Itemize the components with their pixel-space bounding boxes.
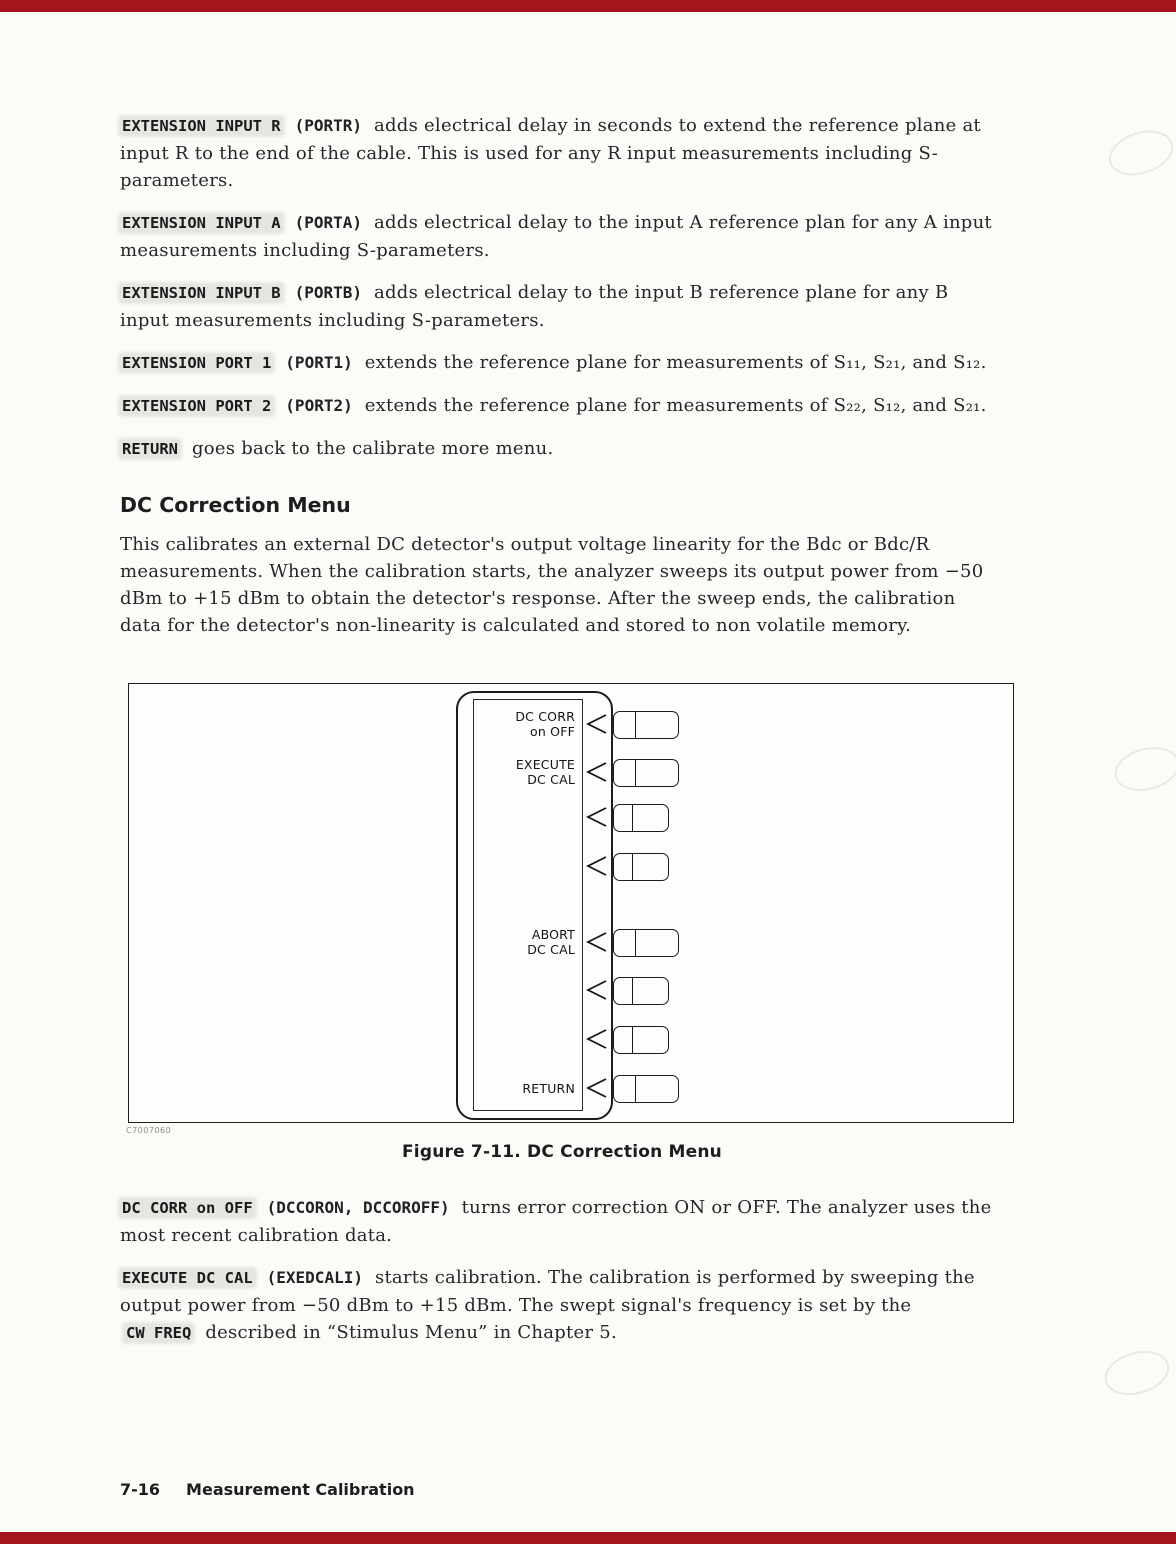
softkey-keyword: DC CORR on OFF — [122, 1199, 253, 1217]
softkey-label — [473, 926, 575, 958]
softkey-keyword: RETURN — [122, 440, 178, 458]
softkey-button — [613, 711, 679, 739]
dc-description-paragraphs — [120, 1194, 992, 1347]
softkey-label-line1: RETURN — [522, 1080, 575, 1096]
button-divider — [632, 977, 633, 1005]
button-divider — [635, 759, 636, 787]
scan-artifact — [1099, 1344, 1174, 1403]
softkey-label — [473, 756, 575, 788]
softkey-keyword: EXECUTE DC CAL — [122, 1269, 253, 1287]
softkey-arrow-icon — [585, 1078, 607, 1098]
softkey-label-line2: on OFF — [530, 724, 575, 739]
softkey-label-line2: DC CAL — [527, 772, 575, 787]
softkey-arrow-icon — [585, 932, 607, 952]
para-text: described in “Stimulus Menu” in Chapter 5. — [205, 1322, 617, 1343]
softkey-arrow-icon — [585, 714, 607, 734]
page-content — [120, 112, 992, 1362]
softkey-button — [613, 929, 679, 957]
button-divider — [635, 929, 636, 957]
softkey-label — [473, 801, 575, 833]
softkey-button — [613, 977, 669, 1005]
softkey-keyword: EXTENSION PORT 1 — [122, 354, 272, 372]
footer-page-number: 7-16 — [120, 1480, 161, 1499]
softkey-arrow-icon — [585, 762, 607, 782]
para-text: extends the reference plane for measurements of S₂₂, S₁₂, and S₂₁. — [364, 395, 987, 416]
command-code: (PORT2) — [285, 396, 353, 415]
softkey-label-line1: DC CORR — [515, 709, 575, 724]
softkey-label — [473, 974, 575, 1006]
softkey-button — [613, 1026, 669, 1054]
para-text: This calibrates an external DC detector's output voltage linearity for the Bdc or Bdc/R measurements. When the calibration starts, the analyzer sweeps its output power from −50 dBm to +15 dBm to obtain the detector's response. After the sweep ends, the calibration data for the detector's non-linearity is calculated and stored to non volatile memory. — [120, 534, 984, 636]
para-extension-port-1 — [120, 349, 992, 377]
softkey-keyword: EXTENSION INPUT B — [122, 284, 281, 302]
softkey-label — [473, 850, 575, 882]
softkey-label-line1: EXECUTE — [515, 757, 575, 772]
para-text: turns error correction ON or OFF. The analyzer uses the most recent calibration data. — [120, 1197, 992, 1246]
softkey-label-line1: ABORT — [531, 927, 575, 942]
command-code: (PORTB) — [294, 283, 363, 302]
para-return — [120, 435, 992, 463]
softkey-keyword: EXTENSION INPUT A — [122, 214, 281, 232]
command-code: (PORT1) — [285, 353, 353, 372]
command-code: (PORTR) — [294, 116, 363, 135]
figure-artifact-code: C7007060 — [126, 1126, 172, 1135]
para-extension-input-a — [120, 209, 992, 264]
softkey-arrow-icon — [585, 807, 607, 827]
command-code: (DCCORON, DCCOROFF) — [266, 1198, 450, 1217]
softkey-label — [473, 1023, 575, 1055]
button-divider — [635, 711, 636, 739]
footer-chapter-title: Measurement Calibration — [186, 1480, 415, 1499]
figure-dc-correction-menu — [128, 683, 1014, 1123]
para-extension-input-r — [120, 112, 992, 194]
para-text: goes back to the calibrate more menu. — [191, 438, 554, 459]
para-text: adds electrical delay to the input A reference plan for any A input measurements including S-parameters. — [120, 212, 992, 261]
button-divider — [632, 804, 633, 832]
button-divider — [635, 1075, 636, 1103]
softkey-button — [613, 853, 669, 881]
scan-bottom-red-bar — [0, 1532, 1176, 1544]
softkey-label-line2: DC CAL — [527, 942, 575, 957]
para-text: adds electrical delay to the input B reference plane for any B input measurements including S-parameters. — [120, 282, 949, 331]
button-divider — [632, 853, 633, 881]
softkey-keyword: CW FREQ — [126, 1324, 192, 1342]
softkey-button — [613, 1075, 679, 1103]
para-dc-corr-on-off — [120, 1194, 992, 1249]
page-footer — [120, 1480, 415, 1499]
command-code: (PORTA) — [294, 213, 363, 232]
scan-artifact — [1110, 741, 1176, 798]
softkey-label — [473, 1072, 575, 1104]
softkey-arrow-icon — [585, 1029, 607, 1049]
softkey-arrow-icon — [585, 980, 607, 1000]
scan-top-red-bar — [0, 0, 1176, 12]
softkey-label — [473, 708, 575, 740]
para-execute-dc-cal — [120, 1264, 992, 1347]
button-divider — [632, 1026, 633, 1054]
section-heading: DC Correction Menu — [120, 493, 351, 517]
softkey-keyword: EXTENSION INPUT R — [122, 117, 281, 135]
scan-artifact — [1103, 123, 1176, 183]
para-extension-input-b — [120, 279, 992, 334]
softkey-button — [613, 804, 669, 832]
para-text: extends the reference plane for measurements of S₁₁, S₂₁, and S₁₂. — [364, 352, 987, 373]
softkey-button — [613, 759, 679, 787]
softkey-arrow-icon — [585, 856, 607, 876]
figure-caption: Figure 7-11. DC Correction Menu — [401, 1142, 722, 1162]
para-dc-intro — [120, 531, 992, 639]
para-text: starts calibration. The calibration is performed by sweeping the output power from −50 dBm to +15 dBm. The swept signal's frequency is set by the — [120, 1267, 975, 1316]
para-extension-port-2 — [120, 392, 992, 420]
command-code: (EXEDCALI) — [266, 1268, 363, 1287]
softkey-keyword: EXTENSION PORT 2 — [122, 397, 272, 415]
para-text: adds electrical delay in seconds to extend the reference plane at input R to the end of the cable. This is used for any R input measurements including S-parameters. — [120, 115, 981, 191]
